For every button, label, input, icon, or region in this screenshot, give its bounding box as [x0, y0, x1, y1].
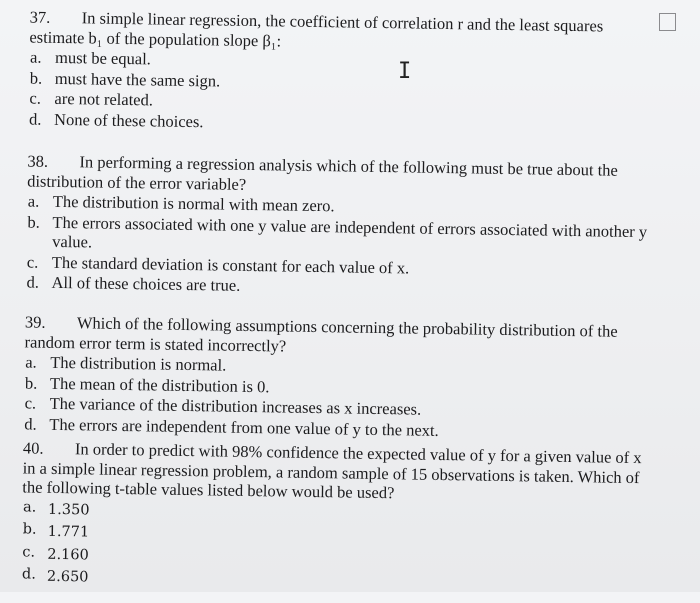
option-letter: a.: [22, 498, 37, 516]
option-list: [21, 498, 652, 597]
option-text: The variance of the distribution increases as x increases.: [49, 393, 422, 419]
option-list: [23, 352, 654, 443]
option-text: The errors associated with one y value are independent of errors associated with another y value.: [52, 212, 648, 252]
option-text: 2.650: [46, 568, 89, 586]
question-number: 39.: [24, 312, 46, 332]
question-text: In order to predict with 98% confidence the expected value of y for a given value of x in a simple linear regression problem, a random sample of 15 observations is taken. Which of the following t-table values listed below would be used?: [22, 439, 642, 503]
text-cursor-icon: I: [398, 59, 412, 84]
option-text: The errors are independent from one value of y to the next.: [49, 414, 439, 440]
option-text: must be equal.: [54, 47, 152, 69]
option-text: The distribution is normal.: [50, 352, 227, 375]
option-letter: a.: [29, 47, 42, 67]
option-letter: c.: [26, 251, 39, 272]
option-letter: b.: [22, 521, 37, 538]
question-text: In performing a regression analysis which of the following must be true about the distribution of the error variable?: [27, 152, 618, 194]
question-39: [23, 312, 655, 444]
option-letter: b.: [27, 211, 41, 232]
question-37: [28, 7, 660, 139]
option-letter: b.: [24, 372, 38, 393]
question-38: [25, 151, 657, 302]
option-text: 1.771: [47, 523, 90, 541]
question-40: [21, 438, 653, 597]
option-letter: d.: [26, 272, 40, 292]
option-list: [25, 191, 657, 301]
option-text: None of these choices.: [53, 109, 204, 131]
option-text: The mean of the distribution is 0.: [49, 373, 270, 396]
option-letter: d.: [24, 413, 37, 434]
option-text: 2.160: [47, 546, 89, 563]
option-letter: a.: [25, 352, 37, 372]
option-letter: b.: [29, 67, 43, 88]
option-text: 1.350: [47, 501, 90, 518]
question-number: 37.: [29, 7, 51, 27]
option-letter: a.: [27, 191, 40, 211]
option-text: must have the same sign.: [54, 68, 221, 90]
option-text: All of these choices are true.: [51, 272, 241, 295]
option-text: are not related.: [54, 88, 154, 110]
question-number: 40.: [22, 438, 44, 458]
question-stem: [22, 438, 653, 506]
option-letter: c.: [29, 88, 42, 108]
answer-checkbox[interactable]: [659, 13, 676, 31]
option-text: The standard deviation is constant for each value of x.: [51, 252, 410, 277]
option-letter: d.: [28, 108, 42, 129]
question-text: Which of the following assumptions concerning the probability distribution of the random error term is stated incorrectly?: [24, 313, 618, 356]
option-letter: c.: [22, 543, 36, 561]
option-letter: c.: [24, 393, 37, 413]
option-text: The distribution is normal with mean zero.: [52, 191, 335, 216]
question-number: 38.: [27, 151, 49, 171]
question-text: In simple linear regression, the coefficient of correlation r and the least squares estimate b₁ of the population slope β₁:: [29, 8, 604, 50]
option-letter: d.: [21, 566, 37, 583]
option-list: [28, 47, 659, 138]
